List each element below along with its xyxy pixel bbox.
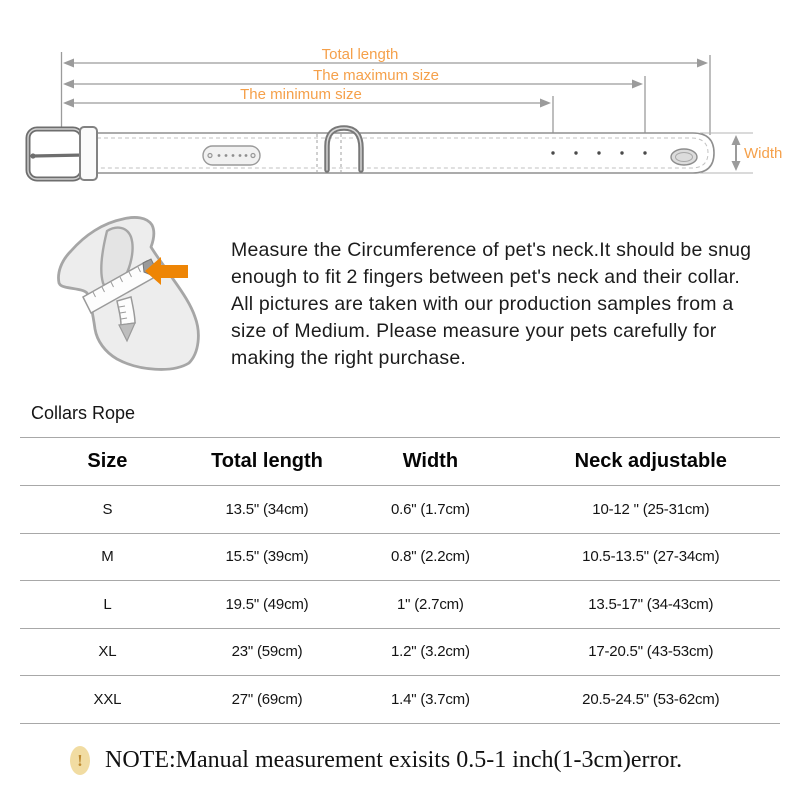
- buckle-icon: [28, 129, 85, 179]
- instruction-line: Measure the Circumference of pet's neck.It should be snug: [231, 239, 752, 261]
- cell-size: XXL: [20, 676, 195, 724]
- instruction-line: All pictures are taken with our production samples from a: [231, 293, 734, 315]
- measurement-error-note: [70, 746, 682, 775]
- cell-size: L: [20, 581, 195, 629]
- cell-size: XL: [20, 628, 195, 676]
- table-row-l: [20, 581, 780, 629]
- dog-measuring-illustration: [55, 205, 245, 380]
- cell-neck-adjustable: 13.5-17" (34-43cm): [522, 581, 780, 629]
- cell-total-length: 15.5" (39cm): [195, 533, 339, 581]
- cell-total-length: 23" (59cm): [195, 628, 339, 676]
- total-length-label: Total length: [321, 46, 399, 63]
- size-chart-table: [20, 437, 780, 724]
- column-header-size: Size: [20, 438, 195, 486]
- keeper-loop: [80, 127, 97, 180]
- exclamation-icon: !: [70, 746, 90, 775]
- instruction-line: making the right purchase.: [231, 347, 466, 369]
- cell-total-length: 19.5" (49cm): [195, 581, 339, 629]
- instruction-line: enough to fit 2 fingers between pet's neck and their collar.: [231, 266, 740, 288]
- table-caption: Collars Rope: [31, 403, 136, 423]
- cell-neck-adjustable: 17-20.5" (43-53cm): [522, 628, 780, 676]
- dog-head-icon: [59, 217, 199, 369]
- cell-width: 0.8" (2.2cm): [339, 533, 521, 581]
- column-header-width: Width: [339, 438, 521, 486]
- table-row-m: [20, 533, 780, 581]
- nameplate-icon: [203, 146, 260, 165]
- cell-width: 0.6" (1.7cm): [339, 486, 521, 534]
- minimum-size-label: The minimum size: [240, 86, 362, 103]
- instruction-line: size of Medium. Please measure your pets carefully for: [231, 320, 717, 342]
- measuring-instructions: [231, 237, 751, 372]
- cell-width: 1.2" (3.2cm): [339, 628, 521, 676]
- cell-neck-adjustable: 20.5-24.5" (53-62cm): [522, 676, 780, 724]
- table-row-xxl: [20, 676, 780, 724]
- cell-width: 1" (2.7cm): [339, 581, 521, 629]
- note-text: NOTE:Manual measurement exisits 0.5-1 inch(1-3cm)error.: [105, 747, 683, 773]
- cell-neck-adjustable: 10.5-13.5" (27-34cm): [522, 533, 780, 581]
- width-label: Width: [744, 145, 783, 162]
- table-row-xl: [20, 628, 780, 676]
- column-header-neck-adjustable: Neck adjustable: [522, 438, 780, 486]
- collar-strap: [86, 133, 714, 173]
- column-header-total-length: Total length: [195, 438, 339, 486]
- cell-size: S: [20, 486, 195, 534]
- collar-measurement-diagram: [0, 0, 800, 230]
- cell-neck-adjustable: 10-12 " (25-31cm): [522, 486, 780, 534]
- collar-illustration: [28, 127, 714, 180]
- cell-size: M: [20, 533, 195, 581]
- cell-total-length: 13.5" (34cm): [195, 486, 339, 534]
- maximum-size-label: The maximum size: [313, 67, 439, 84]
- tip-tag-icon: [671, 149, 697, 165]
- cell-total-length: 27" (69cm): [195, 676, 339, 724]
- table-header-row: [20, 438, 780, 486]
- cell-width: 1.4" (3.7cm): [339, 676, 521, 724]
- table-row-s: [20, 486, 780, 534]
